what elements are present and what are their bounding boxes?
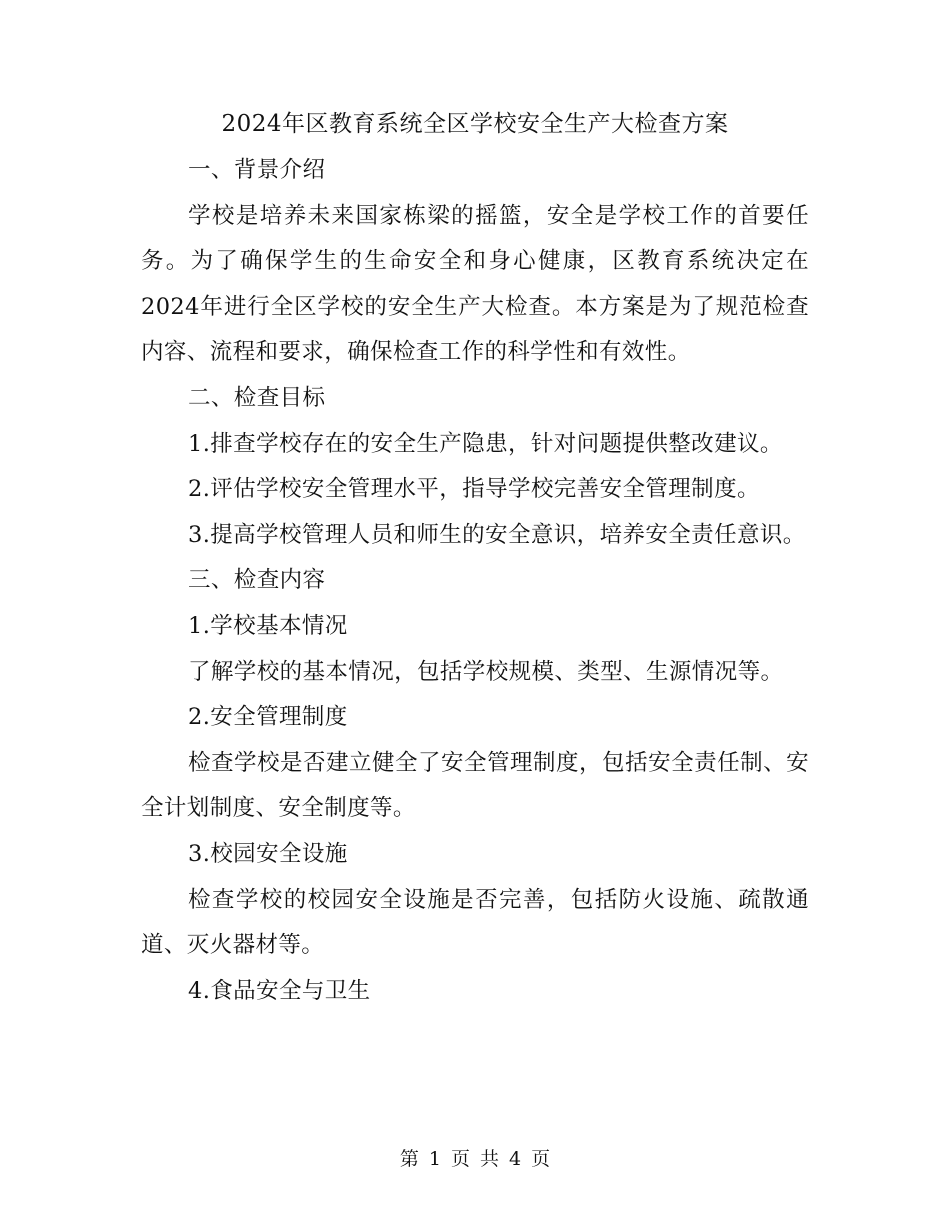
section-heading-background: 一、背景介绍 xyxy=(188,157,326,183)
content-paragraph-management: 检查学校是否建立健全了安全管理制度，包括安全责任制、安全计划制度、安全制度等。 xyxy=(141,749,809,822)
goal-item-3: 3.提高学校管理人员和师生的安全意识，培养安全责任意识。 xyxy=(188,521,806,548)
content-subheading-facilities: 3.校园安全设施 xyxy=(188,840,348,867)
content-subheading-management: 2.安全管理制度 xyxy=(188,704,348,731)
goal-item-1: 1.排查学校存在的安全生产隐患，针对问题提供整改建议。 xyxy=(188,430,783,457)
section-heading-content: 三、检查内容 xyxy=(188,567,326,594)
page-number-footer: 第 1 页 共 4 页 xyxy=(399,1148,551,1170)
content-subheading-basic: 1.学校基本情况 xyxy=(188,612,348,639)
content-paragraph-basic: 了解学校的基本情况，包括学校规模、类型、生源情况等。 xyxy=(188,658,784,685)
document-body xyxy=(141,148,809,1014)
goal-item-2: 2.评估学校安全管理水平，指导学校完善安全管理制度。 xyxy=(188,476,760,503)
paragraph-background: 学校是培养未来国家栋梁的摇篮，安全是学校工作的首要任务。为了确保学生的生命安全和身心健康，区教育系统决定在2024年进行全区学校的安全生产大检查。本方案是为了规范检查内容、流程和要求，确保检查工作的科学性和有效性。 xyxy=(141,202,809,366)
section-heading-goals: 二、检查目标 xyxy=(188,384,326,411)
document-title: 2024年区教育系统全区学校安全生产大检查方案 xyxy=(221,111,729,137)
content-subheading-food: 4.食品安全与卫生 xyxy=(188,977,371,1004)
content-paragraph-facilities: 检查学校的校园安全设施是否完善，包括防火设施、疏散通道、灭火器材等。 xyxy=(141,886,809,959)
